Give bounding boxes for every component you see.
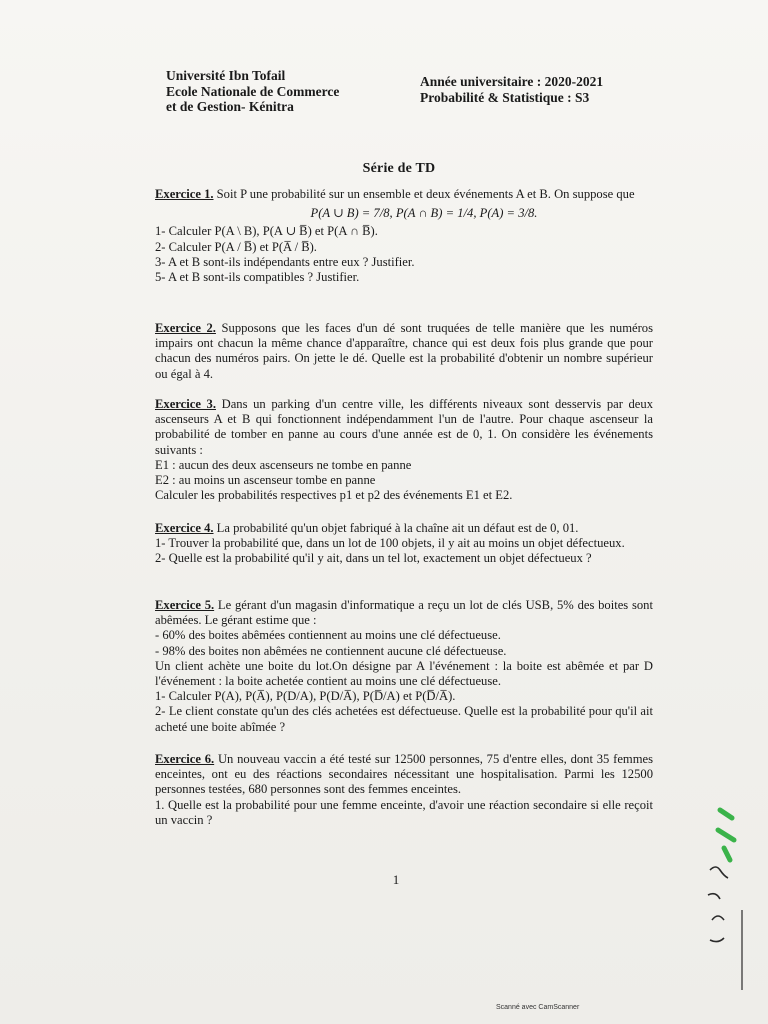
- exercise-4: [155, 521, 653, 567]
- exercise-line: 1- Calculer P(A \ B), P(A ∪ B̅) et P(A ∩ B̅).: [155, 224, 378, 239]
- header-institution: [166, 68, 339, 115]
- exercise-equation: P(A ∪ B) = 7/8, P(A ∩ B) = 1/4, P(A) = 3/8.: [310, 206, 538, 221]
- exercise-title: Exercice 1.: [155, 187, 214, 201]
- exercise-line: 3- A et B sont-ils indépendants entre eux ? Justifier.: [155, 254, 415, 269]
- exercise-5: [155, 598, 653, 735]
- exercise-line: Un client achète une boite du lot.On désigne par A l'événement : la boite est abêmée et par D l'événement : la boite achetée contient au moins une clé défectueuse.: [155, 658, 653, 689]
- header-right-line: Probabilité & Statistique : S3: [420, 89, 590, 105]
- handwritten-marks: [690, 800, 750, 1000]
- exercise-line: - 98% des boites non abêmées ne contiennent aucune clé défectueuse.: [155, 643, 507, 658]
- exercise-line: 2- Le client constate qu'un des clés achetées est défectueuse. Quelle est la probabilité pour qu'il ait acheté une boite abîmée ?: [155, 704, 653, 734]
- header-left-line: Université Ibn Tofail: [166, 68, 286, 83]
- exercise-intro: Supposons que les faces d'un dé sont truquées de telle manière que les numéros impairs ont chacun la même chance d'apparaître, chance qui est deux fois plus grande que pour chacun des numéros pairs. On jette le dé. Quelle est la probabilité d'obtenir un nombre supérieur ou égal à 4.: [155, 321, 653, 381]
- exercise-title: Exercice 3.: [155, 397, 216, 411]
- header-left-line: Ecole Nationale de Commerce: [166, 83, 340, 99]
- exercise-3: [155, 397, 653, 503]
- exercise-intro: Dans un parking d'un centre ville, les différents niveaux sont desservis par deux ascenseurs A et B qui fonctionnent indépendamment l'un de l'autre. Pour chaque ascenseur la probabilité de tomber en panne au cours d'une année est de 0, 1. On considère les événements suivants :: [155, 397, 653, 457]
- exercise-line: 2- Quelle est la probabilité qu'il y ait, dans un tel lot, exactement un objet défectueux ?: [155, 551, 592, 566]
- exercise-title: Exercice 4.: [155, 521, 214, 535]
- exercise-line: 1. Quelle est la probabilité pour une femme enceinte, d'avoir une réaction secondaire si elle reçoit un vaccin ?: [155, 797, 653, 827]
- exercise-title: Exercice 5.: [155, 598, 215, 612]
- exercise-1: [155, 187, 653, 285]
- header-course: [420, 74, 603, 105]
- exercise-intro: La probabilité qu'un objet fabriqué à la chaîne ait un défaut est de 0, 01.: [216, 521, 579, 535]
- header-right-line: Année universitaire : 2020-2021: [420, 74, 604, 89]
- exercise-intro: Un nouveau vaccin a été testé sur 12500 personnes, 75 d'entre elles, dont 35 femmes enceintes, ont eu des réactions secondaires nécessitant une hospitalisation. Parmi les 12500 personnes testées, 680 personnes sont des femmes enceintes.: [155, 752, 654, 797]
- exercise-line: 2- Calculer P(A / B̅) et P(A̅ / B̅).: [155, 239, 317, 254]
- exercise-line: - 60% des boites abêmées contiennent au moins une clé défectueuse.: [155, 628, 501, 643]
- exercise-title: Exercice 6.: [155, 752, 215, 766]
- exercise-2: [155, 321, 653, 382]
- exercise-line: E2 : au moins un ascenseur tombe en panne: [155, 473, 376, 488]
- scanner-watermark: Scanné avec CamScanner: [496, 1004, 580, 1011]
- exercise-line: 1- Trouver la probabilité que, dans un lot de 100 objets, il y ait au moins un objet défectueux.: [155, 536, 625, 551]
- exercise-line: 1- Calculer P(A), P(A̅), P(D/A), P(D/A̅), P(D̅/A) et P(D̅/A̅).: [155, 689, 456, 704]
- exercise-line: E1 : aucun des deux ascenseurs ne tombe en panne: [155, 457, 412, 472]
- page-title: Série de TD: [362, 161, 436, 176]
- exercise-intro: Le gérant d'un magasin d'informatique a reçu un lot de clés USB, 5% des boites sont abêmées. Le gérant estime que :: [155, 598, 653, 628]
- exercise-6: [155, 752, 653, 828]
- exercise-line: 5- A et B sont-ils compatibles ? Justifier.: [155, 270, 360, 285]
- exercise-title: Exercice 2.: [155, 321, 216, 335]
- exercise-intro: Soit P une probabilité sur un ensemble et deux événements A et B. On suppose que: [216, 187, 635, 201]
- header-left-line: et de Gestion- Kénitra: [166, 99, 294, 114]
- page-number: 1: [392, 872, 400, 887]
- exercise-line: Calculer les probabilités respectives p1 et p2 des événements E1 et E2.: [155, 488, 513, 503]
